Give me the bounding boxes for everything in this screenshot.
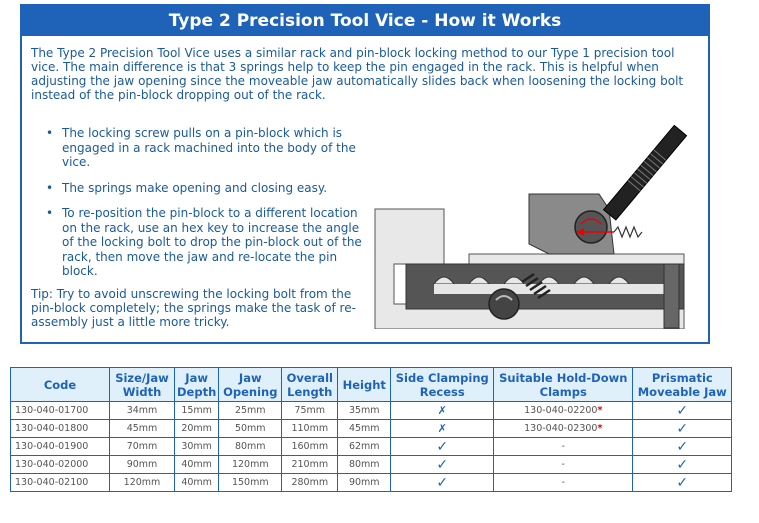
locking-bolt (604, 125, 687, 220)
column-header: Suitable Hold-Down Clamps (494, 368, 633, 402)
intro-paragraph: The Type 2 Precision Tool Vice uses a similar rack and pin-block locking method to our Type 1 precision tool vice. The main difference is that 3 springs help to keep the pin engaged in the rack. This is helpful when adjusting the jaw opening since the moveable jaw automatically slides back when loosening the locking bolt instead of the pin-block dropping out of the rack. (31, 46, 684, 102)
bullet-icon: • (46, 126, 54, 140)
table-header-row (11, 368, 732, 402)
list-item: • The springs make opening and closing easy. (46, 180, 328, 195)
how-it-works-panel (20, 4, 710, 344)
column-header: Code (11, 368, 110, 402)
bullet-icon: • (46, 180, 54, 195)
code-cell: 130-040-02000 (11, 456, 110, 474)
tip-text: Tip: Try to avoid unscrewing the locking bolt from the pin-block completely; the springs make the task of re-assembly just a little more tricky. (31, 287, 356, 329)
bullet-list (33, 126, 363, 290)
column-header: Overall Length (282, 368, 338, 402)
tick-icon: ✓ (676, 420, 689, 437)
column-header: Jaw Opening (219, 368, 282, 402)
column-header: Height (338, 368, 391, 402)
column-header: Size/Jaw Width (110, 368, 175, 402)
page-title: Type 2 Precision Tool Vice - How it Works (22, 6, 708, 36)
spec-table (10, 367, 732, 492)
cross-icon: ✗ (437, 404, 447, 417)
tick-icon: ✓ (436, 474, 449, 491)
column-header: Side Clamping Recess (391, 368, 494, 402)
code-cell: 130-040-01800 (11, 420, 110, 438)
pin-block (489, 289, 519, 319)
code-cell: 130-040-01900 (11, 438, 110, 456)
code-cell: 130-040-02100 (11, 474, 110, 492)
table-row: 130-040-01800 45mm 20mm 50mm 110mm 45mm ✗ 130-040-02300* ✓ (11, 420, 732, 438)
table-row: 130-040-01700 34mm 15mm 25mm 75mm 35mm ✗ 130-040-02200* ✓ (11, 402, 732, 420)
list-item: • The locking screw pulls on a pin-block which is engaged in a rack machined into the body of the vice. (46, 126, 356, 169)
tick-icon: ✓ (676, 402, 689, 419)
star-icon: * (597, 423, 603, 434)
bullet-icon: • (46, 206, 54, 220)
tick-icon: ✓ (676, 438, 689, 455)
code-cell: 130-040-01700 (11, 402, 110, 420)
star-icon: * (597, 405, 603, 416)
vice-diagram (374, 114, 699, 329)
list-item: • To re-position the pin-block to a different location on the rack, use an hex key to increase the angle of the locking bolt to drop the pin-block out of the rack, then move the jaw and re-locate the pin block. (46, 206, 362, 278)
tick-icon: ✓ (676, 456, 689, 473)
column-header: Jaw Depth (175, 368, 219, 402)
cross-icon: ✗ (437, 422, 447, 435)
table-row: 130-040-02100 120mm 40mm 150mm 280mm 90mm ✓ - ✓ (11, 474, 732, 492)
table-row: 130-040-01900 70mm 30mm 80mm 160mm 62mm ✓ - ✓ (11, 438, 732, 456)
column-header: Prismatic Moveable Jaw (633, 368, 732, 402)
tick-icon: ✓ (436, 456, 449, 473)
tick-icon: ✓ (676, 474, 689, 491)
tick-icon: ✓ (436, 438, 449, 455)
table-row: 130-040-02000 90mm 40mm 120mm 210mm 80mm ✓ - ✓ (11, 456, 732, 474)
